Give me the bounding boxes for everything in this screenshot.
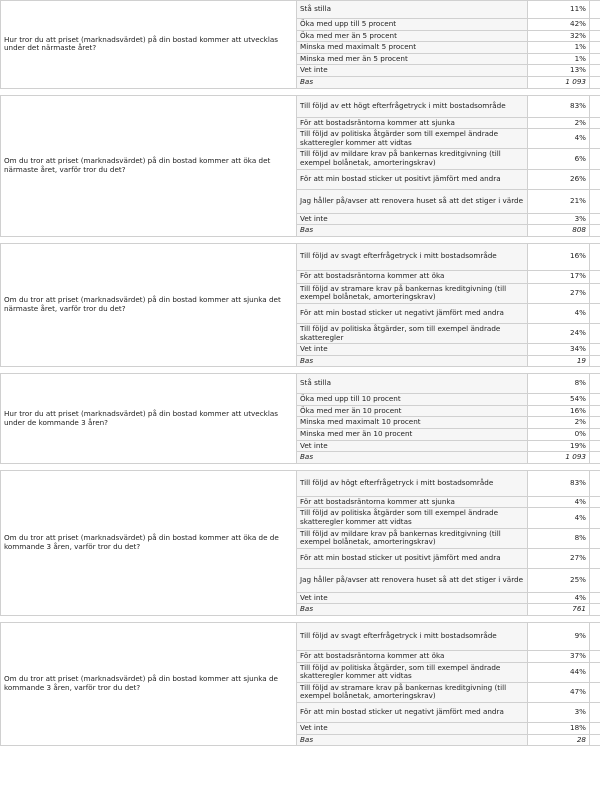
answer-percentage: 4% <box>528 592 590 604</box>
answer-label: Öka med mer än 10 procent <box>297 405 528 417</box>
answer-percentage: 37% <box>528 651 590 663</box>
answer-label: Till följd av mildare krav på bankernas kreditgivning (till exempel bolånetak, amorteringskrav) <box>297 528 528 548</box>
answer-label: Till följd av ett högt efterfrågetryck i mitt bostadsområde <box>297 95 528 117</box>
answer-row <box>1 95 600 117</box>
answer-percentage: 17% <box>528 270 590 283</box>
question-text: Om du tror att priset (marknadsvärdet) på din bostad kommer att sjunka de kommande 3 åren, varför tror du det? <box>1 623 297 746</box>
empty-cell <box>590 496 600 508</box>
survey-table-body <box>1 1 600 746</box>
answer-percentage: 8% <box>528 528 590 548</box>
answer-label: För att bostadsräntorna kommer att sjunka <box>297 117 528 129</box>
empty-cell <box>590 405 600 417</box>
base-label: Bas <box>297 452 528 464</box>
answer-percentage: 83% <box>528 470 590 496</box>
empty-cell <box>590 53 600 65</box>
question-text: Om du tror att priset (marknadsvärdet) på din bostad kommer att öka det närmaste året, varför tror du det? <box>1 95 297 236</box>
answer-label: Till följd av politiska åtgärder, som till exempel ändrade skatteregler <box>297 323 528 343</box>
answer-label: För att bostadsräntorna kommer att öka <box>297 651 528 663</box>
empty-cell <box>590 452 600 464</box>
empty-cell <box>590 722 600 734</box>
empty-cell <box>590 355 600 367</box>
spacer-cell <box>1 616 600 623</box>
answer-label: För att min bostad sticker ut negativt jämfört med andra <box>297 702 528 722</box>
empty-cell <box>590 651 600 663</box>
answer-percentage: 6% <box>528 149 590 169</box>
answer-label: Minska med maximalt 5 procent <box>297 42 528 54</box>
answer-percentage: 9% <box>528 623 590 651</box>
empty-cell <box>590 374 600 394</box>
answer-percentage: 2% <box>528 117 590 129</box>
empty-cell <box>590 303 600 323</box>
answer-label: För att min bostad sticker ut positivt jämfört med andra <box>297 548 528 568</box>
empty-cell <box>590 470 600 496</box>
empty-cell <box>590 117 600 129</box>
answer-percentage: 8% <box>528 374 590 394</box>
empty-cell <box>590 65 600 77</box>
empty-cell <box>590 213 600 225</box>
empty-cell <box>590 1 600 19</box>
answer-label: Öka med upp till 10 procent <box>297 394 528 406</box>
empty-cell <box>590 682 600 702</box>
base-count: 761 <box>528 604 590 616</box>
answer-label: Öka med upp till 5 procent <box>297 19 528 31</box>
answer-label: Till följd av svagt efterfrågetryck i mitt bostadsområde <box>297 243 528 270</box>
empty-cell <box>590 344 600 356</box>
question-text: Om du tror att priset (marknadsvärdet) på din bostad kommer att öka de de kommande 3 åren, varför tror du det? <box>1 470 297 615</box>
empty-cell <box>590 568 600 592</box>
spacer-cell <box>1 236 600 243</box>
base-label: Bas <box>297 76 528 88</box>
answer-label: Till följd av politiska åtgärder, som till exempel ändrade skatteregler kommer att vidtas <box>297 662 528 682</box>
answer-label: För att bostadsräntorna kommer att sjunka <box>297 496 528 508</box>
answer-row <box>1 623 600 651</box>
answer-label: Vet inte <box>297 440 528 452</box>
answer-label: Minska med mer än 10 procent <box>297 429 528 441</box>
base-label: Bas <box>297 734 528 746</box>
answer-percentage: 4% <box>528 129 590 149</box>
answer-percentage: 3% <box>528 213 590 225</box>
answer-percentage: 19% <box>528 440 590 452</box>
answer-percentage: 44% <box>528 662 590 682</box>
empty-cell <box>590 30 600 42</box>
empty-cell <box>590 548 600 568</box>
empty-cell <box>590 734 600 746</box>
answer-percentage: 1% <box>528 42 590 54</box>
empty-cell <box>590 129 600 149</box>
answer-label: Till följd av svagt efterfrågetryck i mitt bostadsområde <box>297 623 528 651</box>
section-spacer <box>1 463 600 470</box>
answer-percentage: 3% <box>528 702 590 722</box>
answer-label: Till följd av mildare krav på bankernas kreditgivning (till exempel bolånetak, amorteringskrav) <box>297 149 528 169</box>
empty-cell <box>590 323 600 343</box>
question-text: Hur tror du att priset (marknadsvärdet) på din bostad kommer att utvecklas under det närmaste året? <box>1 1 297 89</box>
empty-cell <box>590 42 600 54</box>
empty-cell <box>590 528 600 548</box>
answer-label: Minska med mer än 5 procent <box>297 53 528 65</box>
answer-label: Till följd av stramare krav på bankernas kreditgivning (till exempel bolånetak, amorteringskrav) <box>297 283 528 303</box>
section-spacer <box>1 367 600 374</box>
answer-label: Öka med mer än 5 procent <box>297 30 528 42</box>
empty-cell <box>590 702 600 722</box>
empty-cell <box>590 270 600 283</box>
empty-cell <box>590 623 600 651</box>
answer-label: Stå stilla <box>297 1 528 19</box>
answer-percentage: 27% <box>528 548 590 568</box>
answer-percentage: 21% <box>528 189 590 213</box>
empty-cell <box>590 149 600 169</box>
answer-percentage: 24% <box>528 323 590 343</box>
base-label: Bas <box>297 604 528 616</box>
empty-cell <box>590 19 600 31</box>
answer-label: För att min bostad sticker ut negativt jämfört med andra <box>297 303 528 323</box>
empty-cell <box>590 604 600 616</box>
answer-label: Vet inte <box>297 344 528 356</box>
empty-cell <box>590 592 600 604</box>
answer-percentage: 4% <box>528 508 590 528</box>
answer-label: Till följd av politiska åtgärder som till exempel ändrade skatteregler kommer att vidtas <box>297 129 528 149</box>
section-spacer <box>1 236 600 243</box>
answer-row <box>1 243 600 270</box>
answer-row <box>1 374 600 394</box>
base-count: 1 093 <box>528 452 590 464</box>
answer-label: Jag håller på/avser att renovera huset så att det stiger i värde <box>297 189 528 213</box>
answer-percentage: 54% <box>528 394 590 406</box>
answer-percentage: 16% <box>528 243 590 270</box>
spacer-cell <box>1 88 600 95</box>
answer-percentage: 4% <box>528 303 590 323</box>
answer-percentage: 42% <box>528 19 590 31</box>
spacer-cell <box>1 463 600 470</box>
empty-cell <box>590 429 600 441</box>
answer-label: Jag håller på/avser att renovera huset så att det stiger i värde <box>297 568 528 592</box>
answer-label: Stå stilla <box>297 374 528 394</box>
answer-percentage: 11% <box>528 1 590 19</box>
answer-percentage: 13% <box>528 65 590 77</box>
answer-label: Vet inte <box>297 722 528 734</box>
answer-percentage: 4% <box>528 496 590 508</box>
base-count: 19 <box>528 355 590 367</box>
answer-percentage: 27% <box>528 283 590 303</box>
answer-label: Vet inte <box>297 213 528 225</box>
answer-label: För att min bostad sticker ut positivt jämfört med andra <box>297 169 528 189</box>
answer-percentage: 0% <box>528 429 590 441</box>
base-label: Bas <box>297 225 528 237</box>
question-text: Om du tror att priset (marknadsvärdet) på din bostad kommer att sjunka det närmaste året, varför tror du det? <box>1 243 297 367</box>
answer-label: Vet inte <box>297 65 528 77</box>
empty-cell <box>590 189 600 213</box>
empty-cell <box>590 225 600 237</box>
spacer-cell <box>1 367 600 374</box>
empty-cell <box>590 394 600 406</box>
section-spacer <box>1 88 600 95</box>
answer-percentage: 18% <box>528 722 590 734</box>
question-text: Hur tror du att priset (marknadsvärdet) på din bostad kommer att utvecklas under de kommande 3 åren? <box>1 374 297 464</box>
answer-label: Till följd av stramare krav på bankernas kreditgivning (till exempel bolånetak, amorteringskrav) <box>297 682 528 702</box>
answer-label: Till följd av högt efterfrågetryck i mitt bostadsområde <box>297 470 528 496</box>
answer-label: Vet inte <box>297 592 528 604</box>
answer-label: För att bostadsräntorna kommer att öka <box>297 270 528 283</box>
empty-cell <box>590 95 600 117</box>
empty-cell <box>590 417 600 429</box>
base-count: 1 093 <box>528 76 590 88</box>
answer-percentage: 1% <box>528 53 590 65</box>
answer-label: Minska med maximalt 10 procent <box>297 417 528 429</box>
answer-label: Till följd av politiska åtgärder som till exempel ändrade skatteregler kommer att vidtas <box>297 508 528 528</box>
answer-percentage: 25% <box>528 568 590 592</box>
answer-percentage: 16% <box>528 405 590 417</box>
base-count: 28 <box>528 734 590 746</box>
empty-cell <box>590 169 600 189</box>
empty-cell <box>590 76 600 88</box>
empty-cell <box>590 283 600 303</box>
base-label: Bas <box>297 355 528 367</box>
base-count: 808 <box>528 225 590 237</box>
answer-percentage: 34% <box>528 344 590 356</box>
answer-percentage: 47% <box>528 682 590 702</box>
answer-percentage: 26% <box>528 169 590 189</box>
empty-cell <box>590 440 600 452</box>
empty-cell <box>590 508 600 528</box>
answer-percentage: 2% <box>528 417 590 429</box>
empty-cell <box>590 662 600 682</box>
section-spacer <box>1 616 600 623</box>
answer-row <box>1 1 600 19</box>
answer-row <box>1 470 600 496</box>
answer-percentage: 83% <box>528 95 590 117</box>
answer-percentage: 32% <box>528 30 590 42</box>
empty-cell <box>590 243 600 270</box>
